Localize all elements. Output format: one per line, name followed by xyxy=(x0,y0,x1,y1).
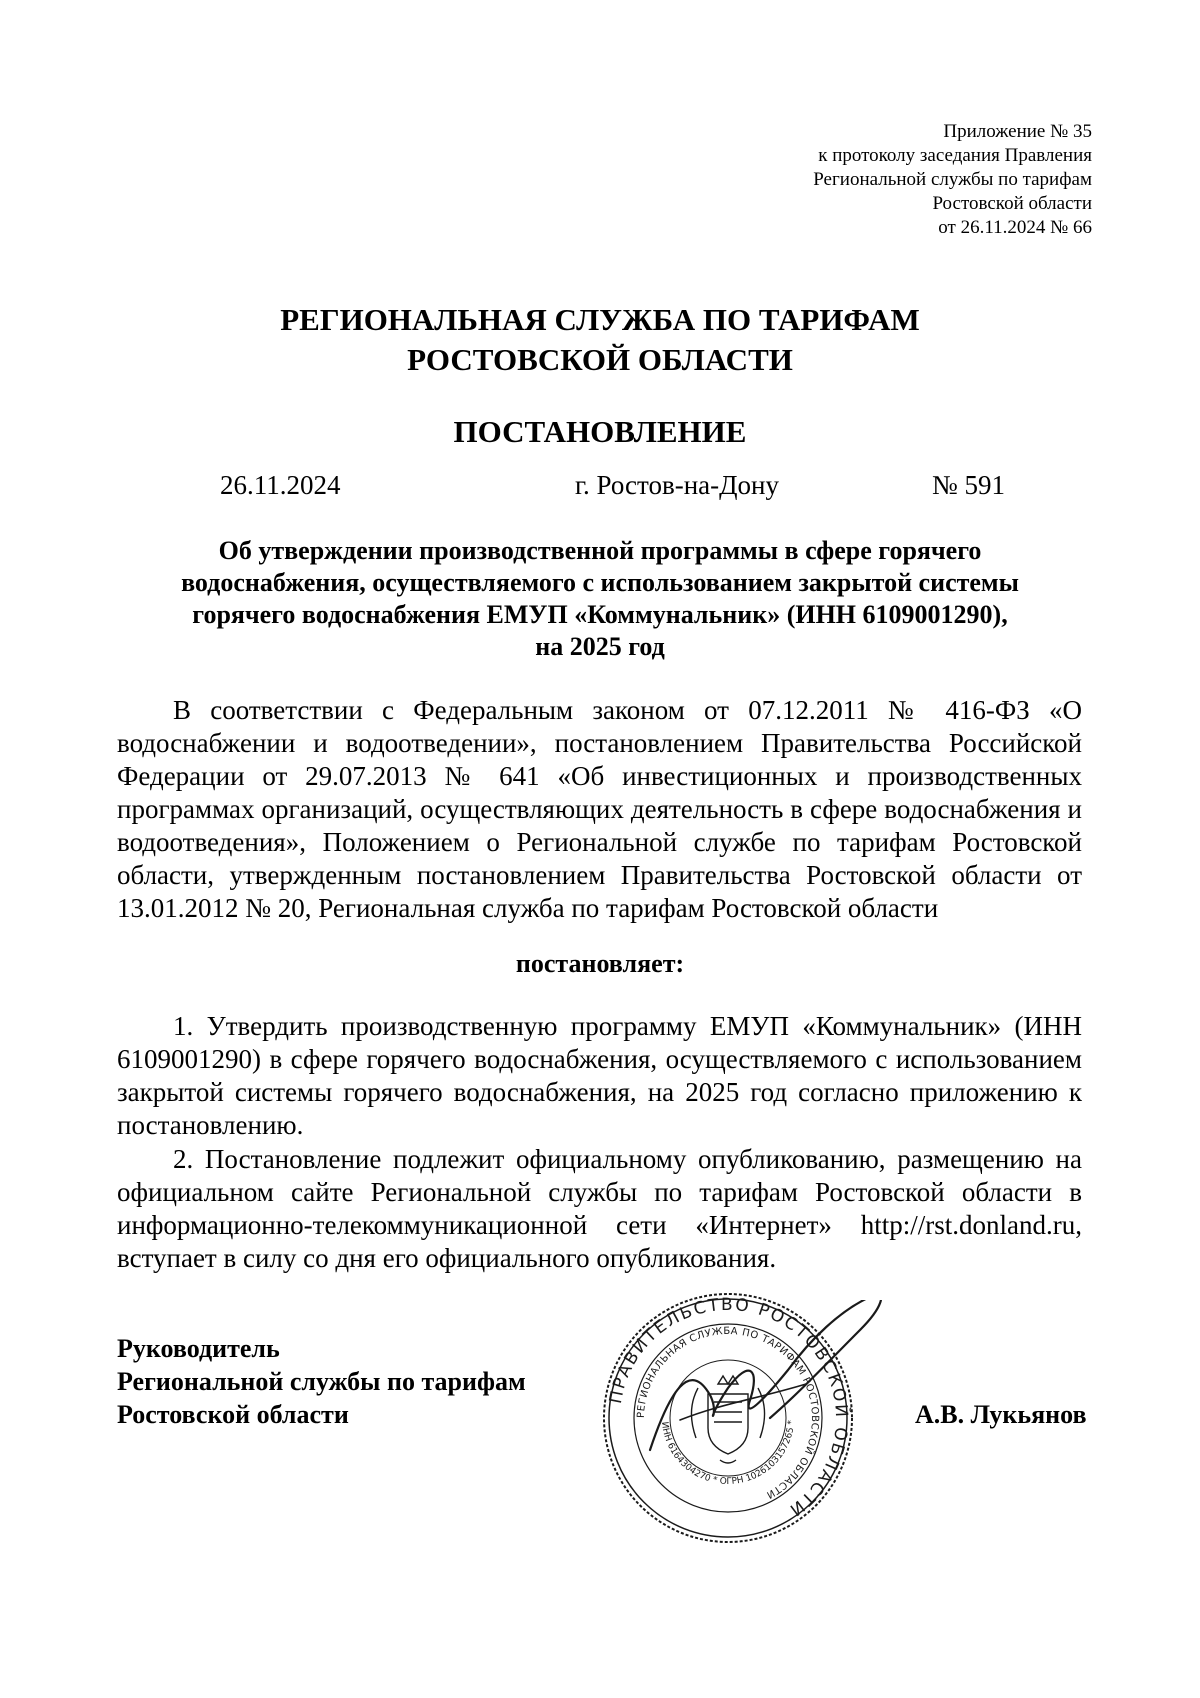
organization-name xyxy=(0,300,1200,380)
appendix-line: Региональной службы по тарифам xyxy=(813,169,1092,190)
seal-id-textpath: ИНН 6164304270 * ОГРН 1026103157265 * xyxy=(659,1419,797,1488)
seal-inner-textpath: РЕГИОНАЛЬНАЯ СЛУЖБА ПО ТАРИФАМ РОСТОВСКОЙ ОБЛАСТИ xyxy=(635,1325,821,1501)
resolution-item-2: 2. Постановление подлежит официальному опубликованию, размещению на официальном сайте Региональной службы по тарифам Ростовской области в информационно-телекоммуникационной сети «Интернет» http://rst.donland.ru, вступает в силу со дня его официального опубликования. xyxy=(117,1144,1082,1273)
resolution-item-1: 1. Утвердить производственную программу ЕМУП «Коммунальник» (ИНН 6109001290) в сфере горячего водоснабжения, осуществляемого с использованием закрытой системы горячего водоснабжения, на 2025 год согласно приложению к постановлению. xyxy=(117,1011,1082,1140)
signatory-name: А.В. Лукьянов xyxy=(915,1400,1087,1429)
seal-outer-textpath: ПРАВИТЕЛЬСТВО РОСТОВСКОЙ ОБЛАСТИ xyxy=(605,1294,852,1521)
decree-number: № 591 xyxy=(932,470,1006,500)
document-type: ПОСТАНОВЛЕНИЕ xyxy=(453,414,747,449)
appendix-line: к протоколу заседания Правления xyxy=(818,145,1092,166)
position-line: Руководитель xyxy=(117,1334,280,1363)
appendix-line: Ростовской области xyxy=(932,193,1092,214)
resolves-heading: постановляет: xyxy=(515,949,685,978)
org-line: РЕГИОНАЛЬНАЯ СЛУЖБА ПО ТАРИФАМ xyxy=(280,302,920,337)
decree-subject xyxy=(150,535,1050,663)
subject-line: водоснабжения, осуществляемого с использованием закрытой системы xyxy=(181,568,1019,597)
signatory-position xyxy=(117,1332,526,1431)
position-line: Региональной службы по тарифам xyxy=(117,1367,526,1396)
subject-line: горячего водоснабжения ЕМУП «Коммунальник» (ИНН 6109001290), xyxy=(192,600,1008,629)
subject-line: на 2025 год xyxy=(535,632,665,661)
preamble-paragraph: В соответствии с Федеральным законом от 07.12.2011 № 416-ФЗ «О водоснабжении и водоотведении», постановлением Правительства Российской Федерации от 29.07.2013 № 641 «Об инвестиционных и производственных программах организаций, осуществляющих деятельность в сфере водоснабжения и водоотведения», Положением о Региональной службе по тарифам Ростовской области, утвержденным постановлением Правительства Ростовской области от 13.01.2012 № 20, Региональная служба по тарифам Ростовской области xyxy=(117,695,1082,923)
decree-date: 26.11.2024 xyxy=(220,470,341,500)
position-line: Ростовской области xyxy=(117,1400,349,1429)
handwritten-signature xyxy=(610,1300,890,1500)
appendix-block xyxy=(652,120,1092,240)
appendix-line: от 26.11.2024 № 66 xyxy=(938,217,1092,238)
subject-line: Об утверждении производственной программы в сфере горячего xyxy=(218,536,982,565)
appendix-line: Приложение № 35 xyxy=(943,121,1092,142)
org-line: РОСТОВСКОЙ ОБЛАСТИ xyxy=(407,342,793,377)
decree-city: г. Ростов-на-Дону xyxy=(575,470,780,500)
